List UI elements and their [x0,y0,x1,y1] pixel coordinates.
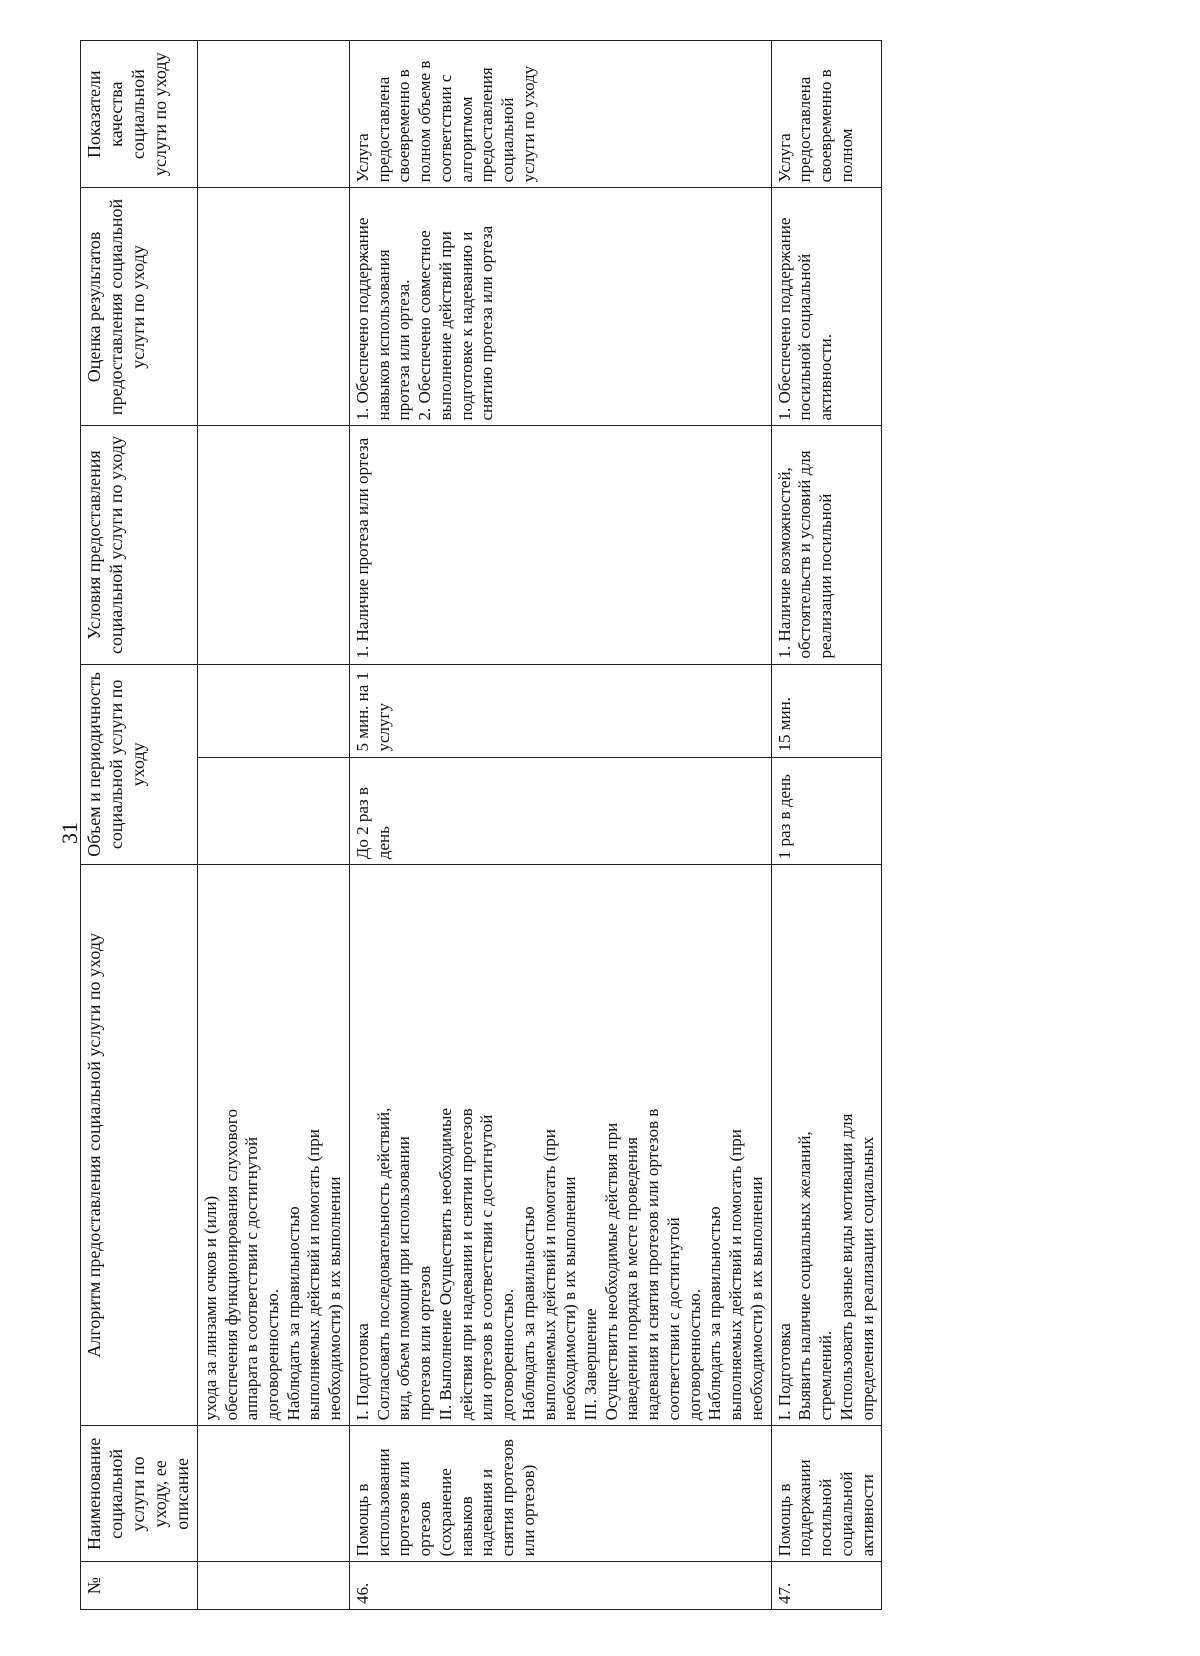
cell-algorithm-line: выполняемых действий и помогать (при [726,1129,746,1421]
cell-algorithm-line: наведении порядка в месте проведения [622,1137,642,1421]
header-name: Наименование социальной услуги по уходу, ее описание [81,1426,198,1562]
cell-algorithm-line: или ортезов в соответствии с достигнутой [477,1114,497,1421]
cell-num: 46. [349,1562,771,1610]
cell-num [197,1562,349,1610]
table-row [197,41,349,1610]
cell-conditions [197,426,349,664]
cell-algorithm-line: выполняемых действий и помогать (при [304,1129,324,1421]
page-number: 31 [57,822,82,844]
cell-name: Помощь в использовании протезов или ортезов (сохранение навыков надевания и снятия протезов или ортезов) [349,1426,771,1562]
cell-algorithm-line: I. Подготовка [352,1323,372,1421]
cell-algorithm [349,865,771,1426]
cell-algorithm-line: соответствии с достигнутой [663,1217,683,1421]
cell-algorithm-line: протезов или ортезов [415,1265,435,1421]
cell-algorithm-line: ухода за линзами очков и (или) [200,1195,220,1421]
cell-conditions: 1. Наличие протеза или ортеза [349,426,771,664]
cell-period: До 2 раз в день [349,757,771,865]
header-num: № [81,1562,198,1610]
header-conditions: Условия предоставления социальной услуги по уходу [81,426,198,664]
cell-algorithm-line: необходимости) в их выполнении [560,1176,580,1421]
cell-algorithm-line: Наблюдать за правильностью [283,1206,303,1421]
cell-algorithm-line: Использовать разные виды мотивации для [836,1113,856,1421]
cell-algorithm-line: надевания и снятия протезов или ортезов в [643,1108,663,1421]
cell-results-line: 1. Обеспечено поддержание навыков использования протеза или ортеза. [352,217,414,421]
cell-quality [197,41,349,188]
cell-algorithm-line: II. Выполнение Осуществить необходимые [435,1108,455,1421]
cell-algorithm-line: Осуществить необходимые действия при [601,1122,621,1421]
services-table [80,40,882,1610]
table-row [771,41,882,1610]
cell-algorithm-line: выполняемых действий и помогать (при [539,1129,559,1421]
header-volume: Объем и периодичность социальной услуги по уходу [81,664,198,865]
cell-results [771,188,882,426]
cell-volume [197,664,349,757]
rotated-page [80,40,1200,1604]
cell-algorithm-line: Наблюдать за правильностью [705,1206,725,1421]
cell-algorithm-line: необходимости) в их выполнении [746,1176,766,1421]
header-quality: Показатели качества социальной услуги по уходу [81,41,198,188]
cell-conditions: 1. Наличие возможностей, обстоятельств и условий для реализации посильной [771,426,882,664]
cell-algorithm [197,865,349,1426]
cell-volume: 15 мин. [771,664,882,757]
cell-algorithm-line: договоренностью. [684,1288,704,1421]
cell-results [349,188,771,426]
header-results: Оценка результатов предоставления социальной услуги по уходу [81,188,198,426]
cell-algorithm-line: договоренностью. [262,1288,282,1421]
cell-algorithm-line: обеспечения функционирования слухового [221,1109,241,1421]
cell-results-line: 2. Обеспечено совместное выполнение действий при подготовке к надеванию и снятию протеза или ортеза [415,225,497,421]
table-wrapper [80,40,1000,1610]
cell-algorithm-line: договоренностью. [498,1288,518,1421]
cell-algorithm-line: действия при надевании и снятии протезов [456,1108,476,1421]
cell-name [197,1426,349,1562]
table-row [349,41,771,1610]
cell-quality: Услуга предоставлена своевременно в полном объеме в соответствии с алгоритмом предоставления социальной услуги по уходу [349,41,771,188]
cell-algorithm-line: Наблюдать за правильностью [518,1206,538,1421]
cell-algorithm-line: определения и реализации социальных [857,1136,877,1421]
cell-volume: 5 мин. на 1 услугу [349,664,771,757]
cell-algorithm-line: Выявить наличие социальных желаний, [795,1131,815,1421]
cell-num: 47. [771,1562,882,1610]
cell-name: Помощь в поддержании посильной социальной активности [771,1426,882,1562]
header-algorithm: Алгоритм предоставления социальной услуги по уходу [81,865,198,1426]
cell-algorithm [771,865,882,1426]
cell-period [197,757,349,865]
cell-results [197,188,349,426]
cell-algorithm-line: стремлений. [816,1330,836,1421]
cell-results-line: 1. Обеспечено поддержание посильной социальной активности. [774,217,836,421]
cell-algorithm-line: необходимости) в их выполнении [325,1176,345,1421]
header-row [81,41,198,1610]
cell-period: 1 раз в день [771,757,882,865]
cell-algorithm-line: III. Завершение [580,1308,600,1421]
cell-algorithm-line: I. Подготовка [774,1323,794,1421]
cell-algorithm-line: аппарата в соответствии с достигнутой [242,1136,262,1421]
cell-quality: Услуга предоставлена своевременно в полном [771,41,882,188]
cell-algorithm-line: вид, объем помощи при использовании [394,1136,414,1421]
cell-algorithm-line: Согласовать последовательность действий, [373,1107,393,1421]
